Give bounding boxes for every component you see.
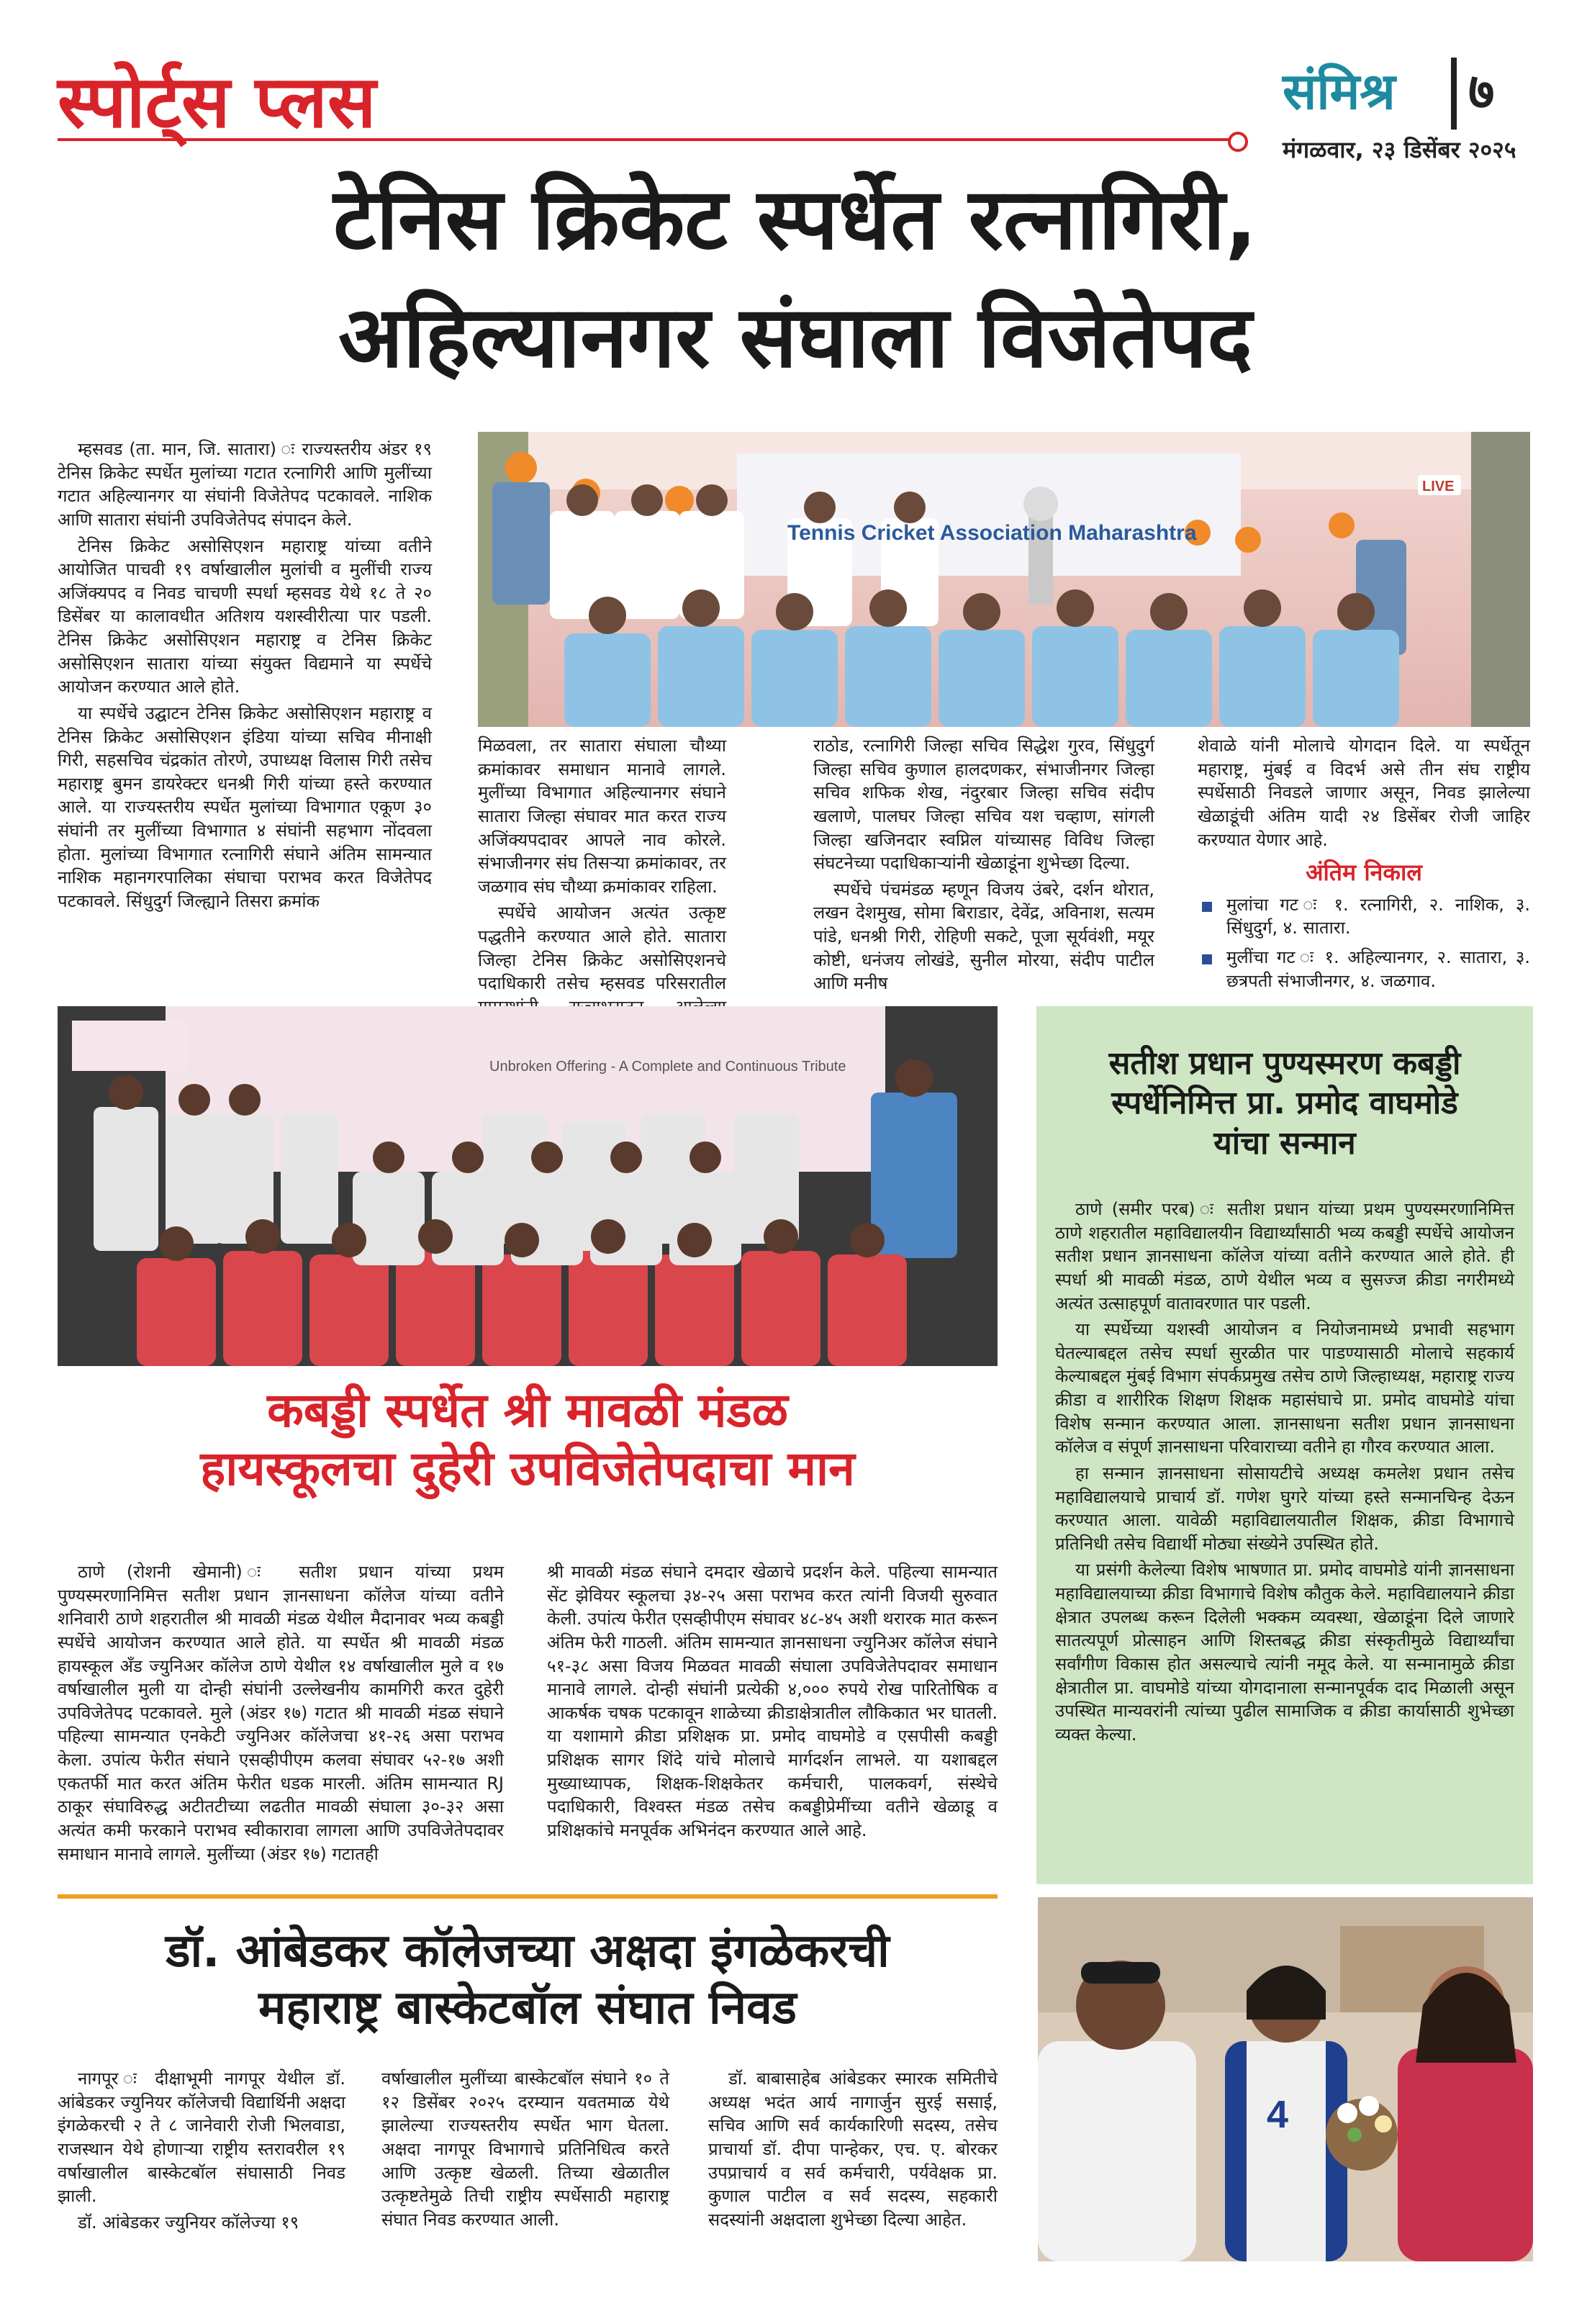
story1-paragraph: या स्पर्धेचे उद्घाटन टेनिस क्रिकेट असोसिएशन महाराष्ट्र व टेनिस क्रिकेट असोसिएशन इंडिया यांच्या सचिव मीनाक्षी गिरी, सहसचिव चंद्रकांत तोरणे, उपाध्यक्ष विलास गिरी तसेच महाराष्ट्र बुमन डायरेक्टर धनश्री गिरी यांच्या हस्ते करण्यात आले. या राज्यस्तरीय स्पर्धेत मुलांच्या विभागात एकूण ३० संघांनी तर मुलींच्या विभागात ४ संघांनी सहभाग नोंदवला होता. मुलांच्या विभागात रत्नागिरी संघाने अंतिम सामन्यात नाशिक महानगरपालिका संघाचा पराभव करत विजेतेपद पटकावले. सिंधुदुर्ग जिल्ह्याने तिसरा क्रमांक: [58, 702, 432, 911]
photo-tagline: Unbroken Offering - A Complete and Continuous Tribute: [489, 1059, 846, 1075]
story4-headline-line2: महाराष्ट्र बास्केटबॉल संघात निवड: [258, 1981, 797, 2035]
issue-date: मंगळवार, २३ डिसेंबर २०२५: [1283, 136, 1516, 163]
story1-paragraph: म्हसवड (ता. मान, जि. सातारा) ः राज्यस्तरीय अंडर १९ टेनिस क्रिकेट स्पर्धेत मुलांच्या गटात रत्नागिरी आणि मुलींच्या गटात अहिल्यानगर या संघांनी विजेतेपद पटकावले. नाशिक आणि सातारा संघांनी उपविजेतेपद संपादन केले.: [58, 439, 432, 530]
story3-headline-line1: सतीश प्रधान पुण्यस्मरण कबड्डी: [1108, 1045, 1461, 1082]
story3-headline-line3: यांचा सन्मान: [1213, 1124, 1356, 1162]
story3-paragraph: या स्पर्धेच्या यशस्वी आयोजन व नियोजनामध्ये प्रभावी सहभाग घेतल्याबद्दल तसेच स्पर्धा सुरळीत पार पाडण्यासाठी मोलाचे सहकार्य केल्याबद्दल मुंबई विभाग संपर्कप्रमुख तसेच ठाणे जिल्हाध्यक्ष, महाराष्ट्र राज्य क्रीडा व शारीरिक शिक्षण शिक्षक महासंघाचे प्रा. प्रमोद वाघमोडे यांचा विशेष सन्मान करण्यात आला. ज्ञानसाधना सतीश प्रधान ज्ञानसाधना कॉलेज व संपूर्ण ज्ञानसाधना परिवाराच्या वतीने हा गौरव करण्यात आला.: [1055, 1319, 1514, 1457]
story1-paragraph: राठोड, रत्नागिरी जिल्हा सचिव सिद्धेश गुरव, सिंधुदुर्ग जिल्हा सचिव कुणाल हालदणकर, संभाजीनगर जिल्हा सचिव शफिक शेख, नंदुरबार जिल्हा सचिव संदीप खलाणे, पालघर जिल्हा सचिव यश चव्हाण, सांगली जिल्हा खजिनदार स्वप्निल यांच्यासह विविध जिल्हा संघटनेच्या पदाधिकाऱ्यांनी खेळाडूंना शुभेच्छा दिल्या.: [813, 736, 1154, 874]
header-rule-ornament: [1228, 132, 1248, 152]
photo-live-badge: LIVE: [1422, 479, 1455, 494]
story1-headline-line2: अहिल्यानगर संघाला विजेतेपद: [338, 287, 1252, 386]
story3-text: [1055, 1198, 1514, 1749]
story1-column-4: [1198, 734, 1530, 998]
story1-paragraph: मिळवला, तर सातारा संघाला चौथ्या क्रमांकावर समाधान मानावे लागले. मुलींच्या विभागात अहिल्यानगर संघाने सातारा जिल्हा संघावर मात करत राज्य अजिंक्यपदावर आपले नाव कोरले. संभाजीनगर संघ तिसऱ्या क्रमांकावर, तर जळगाव संघ चौथ्या क्रमांकावर राहिला.: [478, 736, 726, 897]
result-item: मुलांचा गट ः १. रत्नागिरी, २. नाशिक, ३. सिंधुदुर्ग, ४. सातारा.: [1198, 893, 1530, 940]
results-list: [1198, 893, 1530, 993]
jersey-number: 4: [1267, 2093, 1289, 2136]
story1-paragraph: टेनिस क्रिकेट असोसिएशन महाराष्ट्र यांच्या वतीने आयोजित पाचवी १९ वर्षाखालील मुलांची व मुलींची राज्य अजिंक्यपद व निवड चाचणी स्पर्धा म्हसवड येथे १८ ते २० डिसेंबर या कालावधीत अतिशय यशस्वीरीत्या पार पडली. टेनिस क्रिकेट असोसिएशन महाराष्ट्र व टेनिस क्रिकेट असोसिएशन सातारा यांच्या संयुक्त विद्यमाने या स्पर्धेचे आयोजन करण्यात आले होते.: [58, 535, 432, 697]
result-item: मुलींचा गट ः १. अहिल्यानगर, २. सातारा, ३. छत्रपती संभाजीनगर, ४. जळगाव.: [1198, 946, 1530, 993]
story1-column-1: [58, 438, 432, 916]
story4-headline: [58, 1923, 998, 2038]
story4-column-1: [58, 2067, 345, 2237]
story3-paragraph: हा सन्मान ज्ञानसाधना सोसायटीचे अध्यक्ष कमलेश प्रधान तसेच महाविद्यालयाचे प्राचार्य डॉ. गणेश घुगरे यांच्या हस्ते सन्मानचिन्ह देऊन करण्यात आला. यावेळी महाविद्यालयातील शिक्षक, क्रीडा विभागाचे प्रतिनिधी तसेच विद्यार्थी मोठ्या संख्येने उपस्थित होते.: [1055, 1462, 1514, 1554]
story4-column-3: [708, 2067, 998, 2234]
page-number: ७: [1468, 62, 1495, 121]
story4-paragraph: वर्षाखालील मुलींच्या बास्केटबॉल संघाने १० ते १२ डिसेंबर २०२५ दरम्यान यवतमाळ येथे झालेल्या राज्यस्तरीय स्पर्धेत भाग घेतला. अक्षदा नागपूर विभागाचे प्रतिनिधित्व करते आणि उत्कृष्ट खेळली. तिच्या खेळातील उत्कृष्टतेमुळे तिची राष्ट्रीय स्पर्धेसाठी महाराष्ट्र संघात निवड करण्यात आली.: [381, 2068, 669, 2230]
story2-headline-line1: कबड्डी स्पर्धेत श्री मावळी मंडळ: [267, 1383, 788, 1438]
story3-paragraph: या प्रसंगी केलेल्या विशेष भाषणात प्रा. प्रमोद वाघमोडे यांनी ज्ञानसाधना महाविद्यालयाच्या क्रीडा विभागाचे विशेष कौतुक केले. महाविद्यालयाने क्रीडा क्षेत्रात उपलब्ध करून दिलेली भक्कम व्यवस्था, खेळाडूंना दिले जाणारे सातत्यपूर्ण प्रोत्साहन आणि शिस्तबद्ध क्रीडा संस्कृतीमुळे विद्यार्थ्यांचा सर्वांगीण विकास होत असल्याचे त्यांनी नमूद केले. या सन्मानामुळे क्रीडा क्षेत्रातील प्रा. वाघमोडे यांच्या योगदानाला सन्मानपूर्वक दाद मिळाली असून उपस्थित मान्यवरांनी त्यांच्या पुढील सामाजिक व क्रीडा कार्यासाठी शुभेच्छा व्यक्त केल्या.: [1055, 1560, 1514, 1745]
header-separator: [1451, 58, 1457, 130]
story1-team-photo: [478, 432, 1530, 727]
story1-paragraph: स्पर्धेचे पंचमंडळ म्हणून विजय उंबरे, दर्शन थोरात, लखन देशमुख, सोमा बिराडार, देवेंद्र, अविनाश, सत्यम पांडे, धनश्री गिरी, रोहिणी सकटे, पूजा सूर्यवंशी, मयूर कोष्टी, धनंजय लोखंडे, सुनील मोरया, संदीप पाटील आणि मनीष: [813, 879, 1154, 994]
story1-paragraph: स्पर्धेचे आयोजन अत्यंत उत्कृष्ट पद्धतीने करण्यात आले होते. सातारा जिल्हा टेनिस क्रिकेट असोसिएशनचे पदाधिकारी तसेच म्हसवड परिसरातील: [478, 903, 726, 994]
story1-column-3: [813, 734, 1154, 998]
photo-banner-text: Tennis Cricket Association Maharashtra: [787, 521, 1197, 545]
story3-headline-line2: स्पर्धेनिमित्त प्रा. प्रमोद वाघमोडे: [1111, 1085, 1458, 1122]
story2-kabaddi-photo: [58, 1006, 998, 1366]
story2-column-1: [58, 1560, 504, 1868]
story4-paragraph: डॉ. आंबेडकर ज्युनियर कॉलेज्या १९: [78, 2212, 299, 2233]
story4-paragraph: नागपूर ः दीक्षाभूमी नागपूर येथील डॉ. आंबेडकर ज्युनियर कॉलेजची विद्यार्थिनी अक्षदा इंगळेकरची २ ते ८ जानेवारी रोजी भिलवाडा, राजस्थान येथे होणाऱ्या राष्ट्रीय स्तरावरील १९ वर्षाखालील बास्केटबॉल संघासाठी निवड झाली.: [58, 2068, 345, 2207]
story2-headline: [58, 1382, 998, 1498]
story4-column-2: [381, 2067, 669, 2234]
story3-headline: [1058, 1044, 1511, 1163]
section-divider: [58, 1894, 998, 1899]
story2-paragraph: श्री मावळी मंडळ संघाने दमदार खेळाचे प्रदर्शन केले. पहिल्या सामन्यात सेंट झेवियर स्कूलचा ३४-२५ असा पराभव करत त्यांनी विजयी सुरुवात केली. उपांत्य फेरीत एसव्हीपीएम संघावर ४८-४५ अशी थरारक मात करून अंतिम फेरी गाठली. अंतिम सामन्यात ज्ञानसाधना ज्युनिअर कॉलेज संघाने ५१-३८ असा विजय मिळवत मावळी संघाला उपविजेतेपदावर समाधान मानावे लागले. दोन्ही संघांनी प्रत्येकी ४,००० रुपये रोख पारितोषिक व आकर्षक चषक पटकावून शाळेच्या क्रीडाक्षेत्रातील लौकिकात भर घातली. या यशामागे क्रीडा प्रशिक्षक प्रा. प्रमोद वाघमोडे व एसपीसी कबड्डी प्रशिक्षक सागर शिंदे यांचे मोलाचे मार्गदर्शन लाभले. या यशाबद्दल मुख्याध्यापक, शिक्षक-शिक्षकेतर कर्मचारी, पालकवर्ग, संस्थेचे पदाधिकारी, विश्वस्त मंडळ तसेच कबड्डीप्रेमींच्या वतीने खेळाडू व प्रशिक्षकांचे मनपूर्वक अभिनंदन करण्यात आले आहे.: [547, 1562, 998, 1840]
story1-headline-line1: टेनिस क्रिकेट स्पर्धेत रत्नागिरी,: [333, 169, 1257, 268]
story3-paragraph: ठाणे (समीर परब) ः सतीश प्रधान यांच्या प्रथम पुण्यस्मरणानिमित्त ठाणे शहरातील महाविद्यालयीन विद्यार्थ्यांसाठी भव्य कबड्डी स्पर्धेचे आयोजन सतीश प्रधान ज्ञानसाधना कॉलेज यांच्या वतीने करण्यात आले होते. ही स्पर्धा श्री मावळी मंडळ, ठाणे येथील भव्य व सुसज्ज क्रीडा नगरीमध्ये अत्यंत उत्साहपूर्ण वातावरणात पार पडली.: [1055, 1199, 1514, 1314]
publication-name: संमिश्र: [1283, 62, 1396, 121]
story4-headline-line1: डॉ. आंबेडकर कॉलेजच्या अक्षदा इंगळेकरची: [166, 1925, 890, 1978]
story2-column-2: [547, 1560, 998, 1845]
story4-felicitation-photo: [1038, 1897, 1533, 2261]
story1-paragraph: शेवाळे यांनी मोलाचे योगदान दिले. या स्पर्धेतून महाराष्ट्र, मुंबई व विदर्भ असे तीन संघ राष्ट्रीय स्पर्धेसाठी निवडले जाणार असून, निवड झालेल्या खेळाडूंची अंतिम यादी २४ डिसेंबर रोजी जाहिर करण्यात येणार आहे.: [1198, 736, 1530, 850]
story2-headline-line2: हायस्कूलचा दुहेरी उपविजेतेपदाचा मान: [200, 1440, 855, 1496]
section-title: स्पोर्ट्स प्लस: [58, 60, 376, 144]
header-rule: [58, 138, 1238, 141]
story2-paragraph: ठाणे (रोशनी खेमानी) ः सतीश प्रधान यांच्या प्रथम पुण्यस्मरणानिमित्त सतीश प्रधान ज्ञानसाधना कॉलेज यांच्या वतीने शनिवारी ठाणे शहरातील श्री मावळी मंडळ येथील मैदानावर भव्य कबड्डी स्पर्धेचे आयोजन करण्यात आले होते. या स्पर्धेत श्री मावळी मंडळ हायस्कूल ॲंड ज्युनिअर कॉलेज ठाणे येथील १४ वर्षाखालील मुले व १७ वर्षाखालील मुली या दोन्ही संघांनी उल्लेखनीय कामगिरी करत दुहेरी उपविजेतेपद पटकावले. मुले (अंडर १७) गटात श्री मावळी मंडळ संघाने पहिल्या सामन्यात एनकेटी ज्युनिअर कॉलेजचा ४१-२६ असा पराभव केला. उपांत्य फेरीत संघाने एसव्हीपीएम कलवा संघावर ५२-१७ अशी एकतर्फी मात करत अंतिम फेरीत धडक मारली. अंतिम सामन्यात RJ ठाकूर संघाविरुद्ध अटीतटीच्या लढतीत मावळी संघाला ३०-३२ असा अत्यंत कमी फरकाने पराभव स्वीकारावा लागला आणि उपविजेतेपदावर समाधान मानावे लागले. मुलींच्या (अंडर १७) गटातही: [58, 1562, 504, 1864]
story4-paragraph: डॉ. बाबासाहेब आंबेडकर स्मारक समितीचे अध्यक्ष भदंत आर्य नागार्जुन सुरई ससाई, सचिव आणि सर्व कार्यकारिणी सदस्य, तसेच प्राचार्या डॉ. दीपा पान्हेकर, एच. ए. बोरकर उपप्राचार्य व सर्व कर्मचारी, पर्यवेक्षक प्रा. कुणाल पाटील व सर्व सदस्य, सहकारी सदस्यांनी अक्षदाला शुभेच्छा दिल्या आहेत.: [708, 2068, 998, 2230]
results-heading: अंतिम निकाल: [1306, 859, 1422, 887]
